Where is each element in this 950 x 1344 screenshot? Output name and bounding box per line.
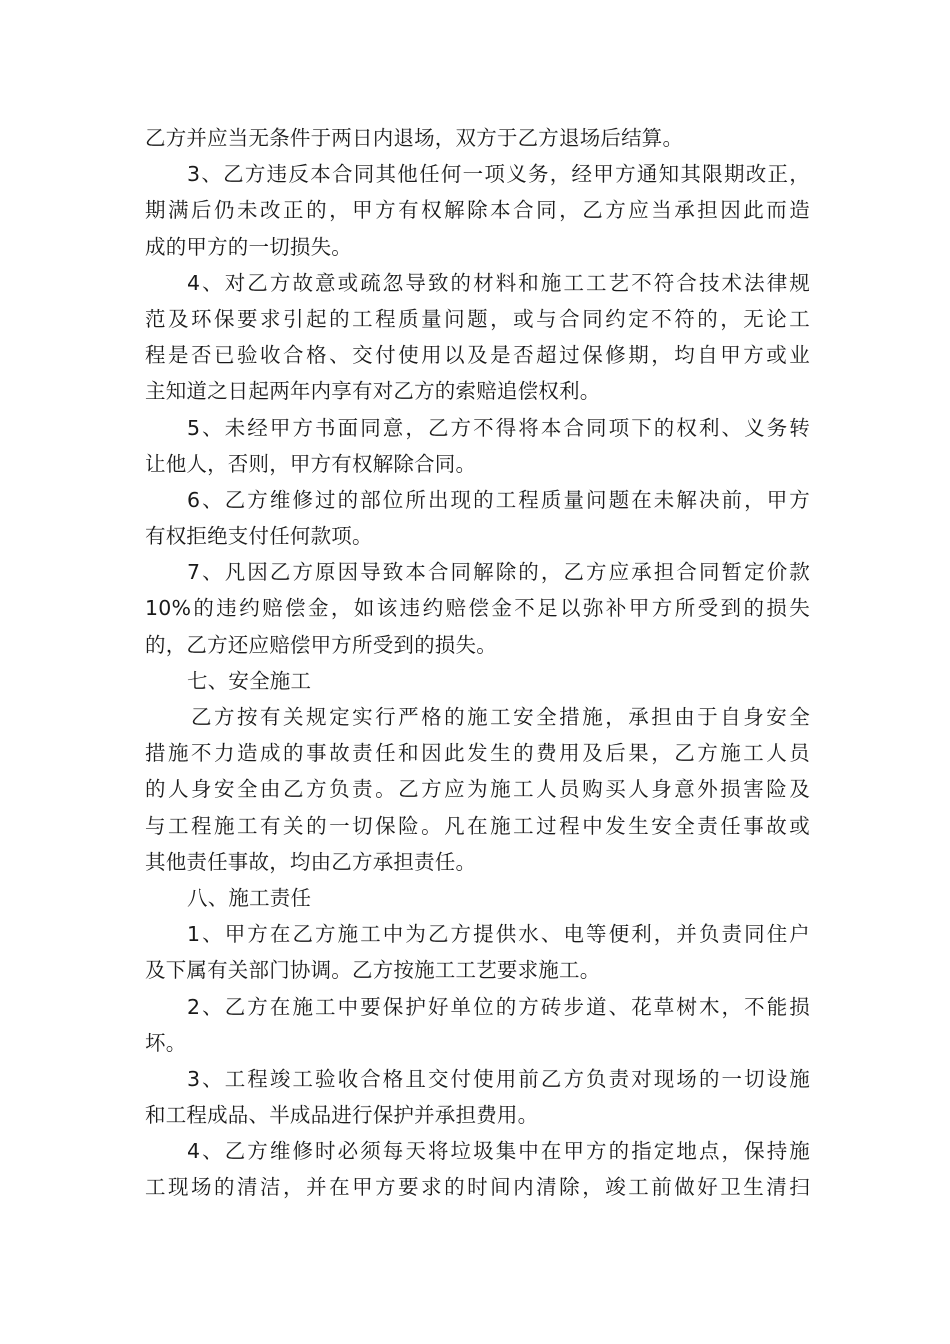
clause-7-line-3: 的，乙方还应赔偿甲方所受到的损失。 (145, 632, 497, 657)
resp-1-line-2: 及下属有关部门协调。乙方按施工工艺要求施工。 (145, 958, 601, 983)
safety-line-5: 其他责任事故，均由乙方承担责任。 (145, 849, 477, 874)
clause-6-line-1: 6、乙方维修过的部位所出现的工程质量问题在未解决前，甲方 (187, 487, 810, 512)
safety-line-1: 乙方按有关规定实行严格的施工安全措施，承担由于自身安全 (191, 705, 810, 729)
text-line: 乙方并应当无条件于两日内退场，双方于乙方退场后结算。 (145, 126, 684, 150)
clause-6-line-2: 有权拒绝支付任何款项。 (145, 524, 373, 549)
section-heading-responsibility: 八、施工责任 (187, 885, 312, 910)
clause-3-line-3: 成的甲方的一切损失。 (145, 234, 352, 259)
safety-line-4: 与工程施工有关的一切保险。凡在施工过程中发生安全责任事故或 (145, 813, 810, 838)
clause-5-line-1: 5、未经甲方书面同意，乙方不得将本合同项下的权利、义务转 (187, 415, 810, 440)
resp-4-line-2: 工现场的清洁，并在甲方要求的时间内清除，竣工前做好卫生清扫 (145, 1175, 810, 1200)
safety-line-3: 的人身安全由乙方负责。乙方应为施工人员购买人身意外损害险及 (145, 777, 810, 802)
section-heading-safety: 七、安全施工 (187, 668, 312, 693)
contract-body (145, 120, 810, 1206)
clause-5-line-2: 让他人，否则，甲方有权解除合同。 (145, 451, 477, 476)
safety-line-2: 措施不力造成的事故责任和因此发生的费用及后果，乙方施工人员 (145, 741, 810, 766)
resp-2-line-1: 2、乙方在施工中要保护好单位的方砖步道、花草树木，不能损 (187, 994, 810, 1019)
clause-7-line-1: 7、凡因乙方原因导致本合同解除的，乙方应承担合同暂定价款 (187, 560, 810, 585)
clause-4-line-1: 4、对乙方故意或疏忽导致的材料和施工工艺不符合技术法律规 (187, 270, 810, 295)
clause-4-line-2: 范及环保要求引起的工程质量问题，或与合同约定不符的，无论工 (145, 306, 810, 331)
clause-7-line-2: 10%的违约赔偿金，如该违约赔偿金不足以弥补甲方所受到的损失 (145, 596, 810, 621)
clause-3-line-1: 3、乙方违反本合同其他任何一项义务，经甲方通知其限期改正， (187, 162, 810, 187)
resp-2-line-2: 坏。 (145, 1030, 187, 1055)
resp-4-line-1: 4、乙方维修时必须每天将垃圾集中在甲方的指定地点，保持施 (187, 1139, 810, 1164)
clause-3-line-2: 期满后仍未改正的，甲方有权解除本合同，乙方应当承担因此而造 (145, 198, 810, 223)
resp-1-line-1: 1、甲方在乙方施工中为乙方提供水、电等便利，并负责同住户 (187, 922, 810, 947)
resp-3-line-1: 3、工程竣工验收合格且交付使用前乙方负责对现场的一切设施 (187, 1066, 810, 1091)
resp-3-line-2: 和工程成品、半成品进行保护并承担费用。 (145, 1103, 539, 1128)
clause-4-line-4: 主知道之日起两年内享有对乙方的索赔追偿权利。 (145, 379, 601, 404)
clause-4-line-3: 程是否已验收合格、交付使用以及是否超过保修期，均自甲方或业 (145, 343, 810, 368)
